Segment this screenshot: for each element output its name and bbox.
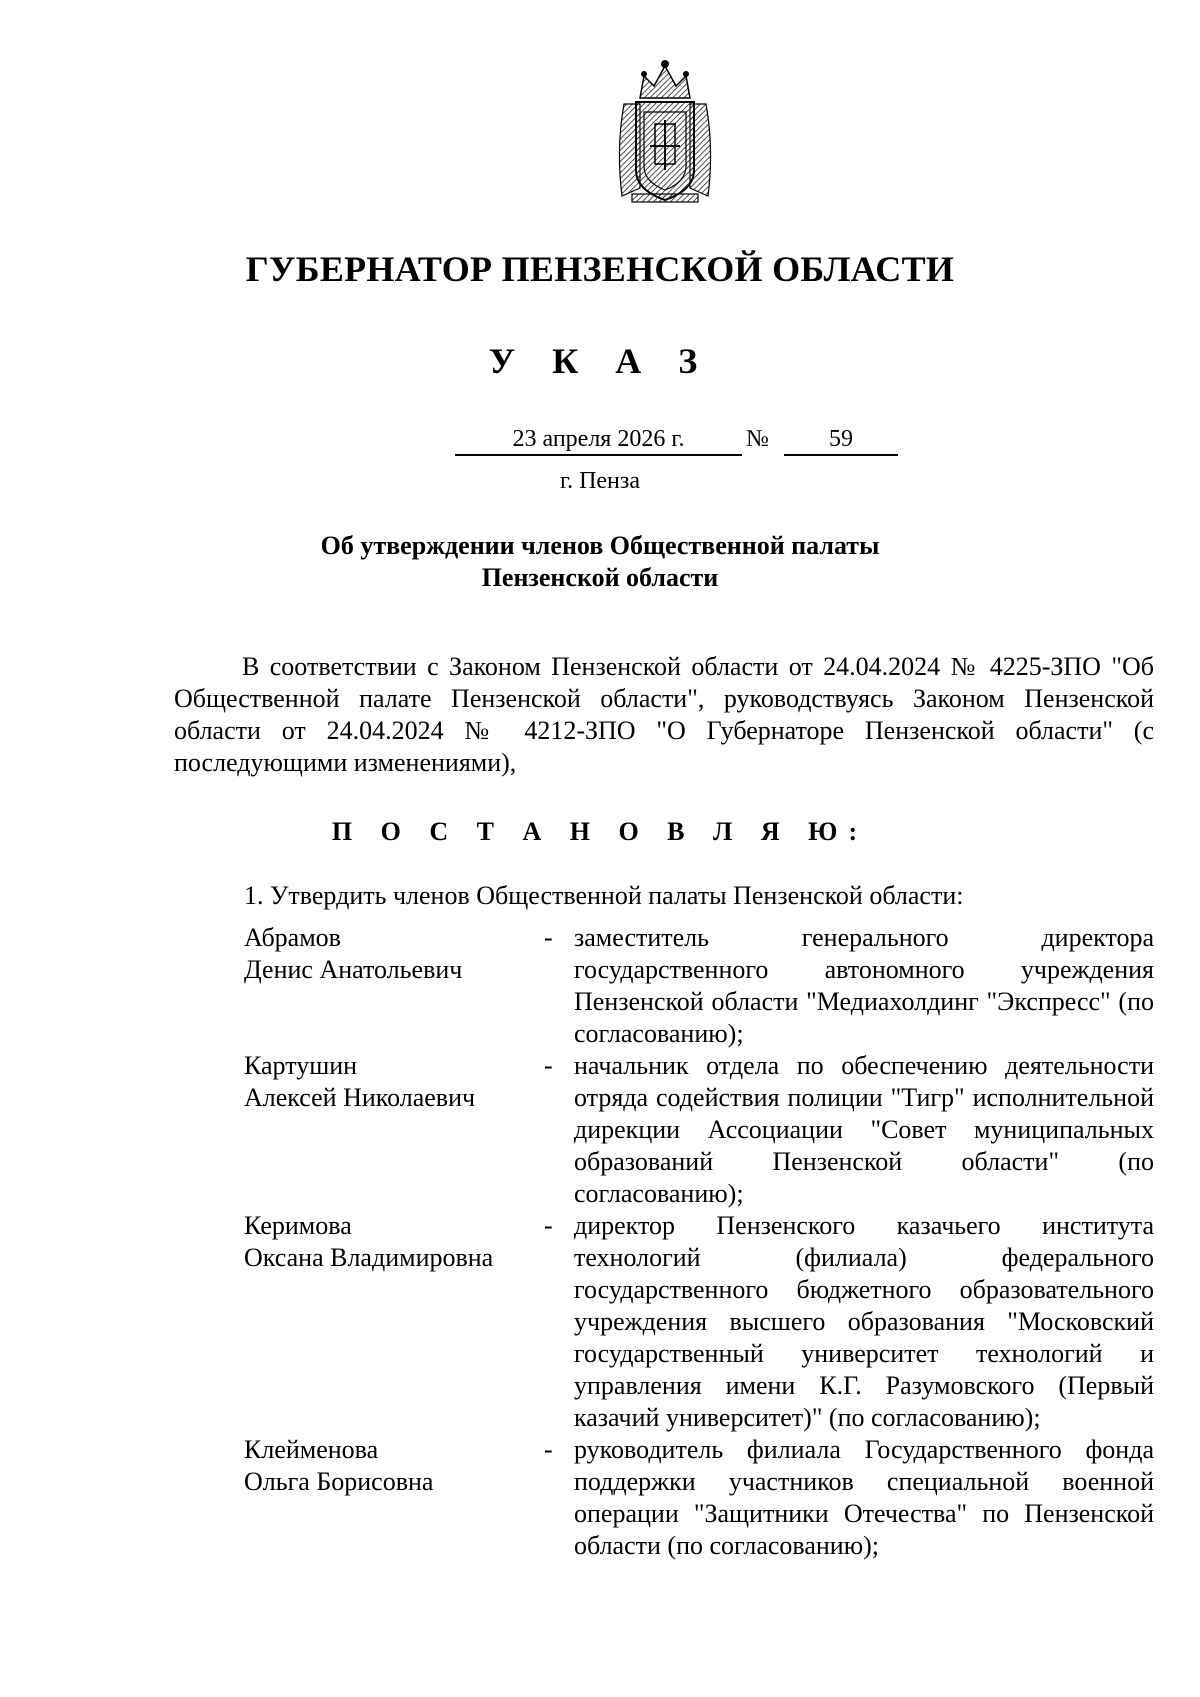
member-dash: - (544, 1051, 553, 1080)
members-list (244, 922, 1154, 1562)
subject-line-1: Об утверждении членов Общественной палаты (320, 531, 880, 560)
member-given-name: Ольга Борисовна (244, 1467, 434, 1496)
member-given-name: Алексей Николаевич (244, 1083, 476, 1112)
decree-word: П О С Т А Н О В Л Я Ю: (331, 817, 869, 846)
list-item (244, 922, 1154, 1050)
document-type: У К А З (488, 341, 712, 381)
document-number: 59 (784, 425, 898, 456)
member-dash: - (544, 1435, 553, 1464)
member-surname: Клейменова (244, 1435, 379, 1464)
penza-coat-of-arms-icon (610, 58, 720, 208)
member-name (244, 1434, 544, 1562)
member-surname: Керимова (244, 1211, 352, 1240)
member-surname: Абрамов (244, 923, 341, 952)
member-position: заместитель генерального директора государственного автономного учреждения Пензенской области "Медиахолдинг "Экспресс" (по согласованию); (574, 923, 1154, 1048)
date-number-line (0, 425, 1200, 459)
document-subject (0, 530, 1200, 594)
city: г. Пенза (559, 468, 641, 494)
member-dash: - (544, 1211, 553, 1240)
member-position: руководитель филиала Государственного фонда поддержки участников специальной военной операции "Защитники Отечества" по Пензенской области (по согласованию); (574, 1435, 1154, 1560)
document-date: 23 апреля 2026 г. (455, 425, 742, 456)
member-name (244, 922, 544, 1050)
list-item (244, 1050, 1154, 1210)
member-position: начальник отдела по обеспечению деятельности отряда содействия полиции "Тигр" исполнительной дирекции Ассоциации "Совет муниципальных образований Пензенской области" (по согласованию); (574, 1051, 1154, 1208)
preamble: В соответствии с Законом Пензенской области от 24.04.2024 № 4225-ЗПО "Об Общественной палате Пензенской области", руководствуясь Законом Пензенской области от 24.04.2024 № 4212-ЗПО "О Губернаторе Пензенской области" (с последующими изменениями), (174, 652, 1154, 777)
number-sign: № (746, 426, 769, 452)
list-item (244, 1434, 1154, 1562)
member-surname: Картушин (244, 1051, 358, 1080)
member-given-name: Оксана Владимировна (244, 1243, 494, 1272)
organization-title: ГУБЕРНАТОР ПЕНЗЕНСКОЙ ОБЛАСТИ (245, 249, 955, 289)
subject-line-2: Пензенской области (481, 563, 719, 592)
member-given-name: Денис Анатольевич (244, 955, 463, 984)
member-name (244, 1050, 544, 1210)
item-1-title: 1. Утвердить членов Общественной палаты Пензенской области: (244, 881, 964, 910)
member-dash: - (544, 923, 553, 952)
member-name (244, 1210, 544, 1434)
list-item (244, 1210, 1154, 1434)
member-position: директор Пензенского казачьего института технологий (филиала) федерального государственного бюджетного образовательного учреждения высшего образования "Московский государственный университет технологий и управления имени К.Г. Разумовского (Первый казачий университет)" (по согласованию); (574, 1211, 1154, 1432)
